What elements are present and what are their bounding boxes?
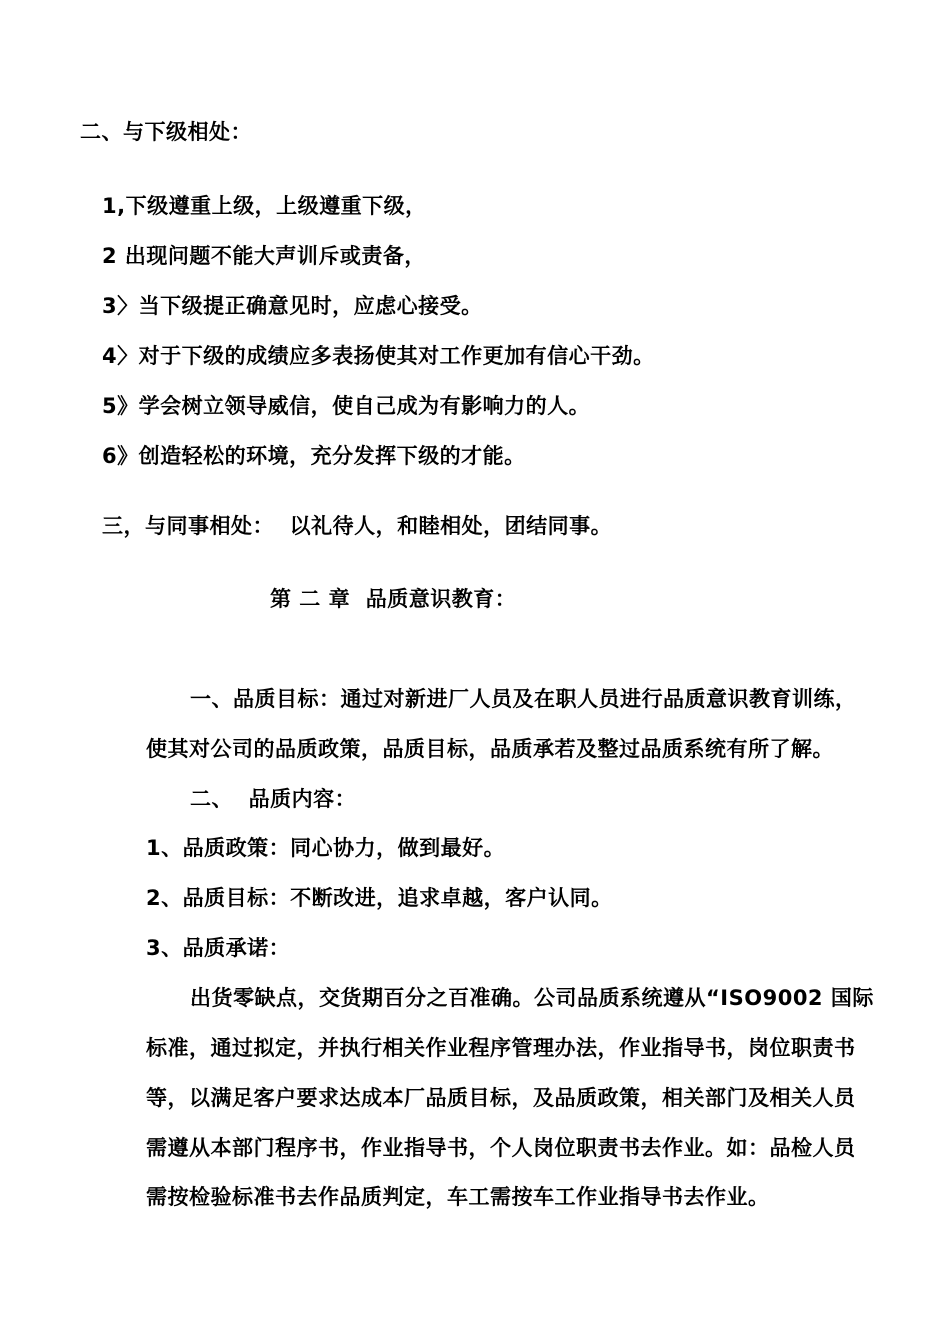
quality-target: 2、品质目标：不断改进，追求卓越，客户认同。 bbox=[146, 886, 613, 910]
paragraph-line: 需遵从本部门程序书，作业指导书，个人岗位职责书去作业。如：品检人员 bbox=[146, 1136, 856, 1160]
quality-content-heading: 二、 品质内容： bbox=[190, 787, 357, 811]
quality-goal-line: 一、品质目标：通过对新进厂人员及在职人员进行品质意识教育训练， bbox=[190, 687, 857, 711]
list-item: 4〉对于下级的成绩应多表扬使其对工作更加有信心干劲。 bbox=[102, 344, 655, 368]
list-item: 6》创造轻松的环境，充分发挥下级的才能。 bbox=[102, 444, 526, 468]
chapter-title: 第 二 章 品质意识教育： bbox=[270, 587, 517, 611]
paragraph-line: 等，以满足客户要求达成本厂品质目标，及品质政策，相关部门及相关人员 bbox=[146, 1086, 856, 1110]
list-item: 2 出现问题不能大声训斥或责备， bbox=[102, 244, 426, 268]
paragraph-line: 出货零缺点，交货期百分之百准确。公司品质系统遵从“ISO9002 国际 bbox=[190, 986, 874, 1010]
paragraph-line: 需按检验标准书去作品质判定，车工需按车工作业指导书去作业。 bbox=[146, 1185, 770, 1209]
section-heading-subordinates: 二、与下级相处： bbox=[80, 120, 252, 144]
quality-policy: 1、品质政策：同心协力，做到最好。 bbox=[146, 836, 506, 860]
list-item: 5》学会树立领导威信，使自己成为有影响力的人。 bbox=[102, 394, 591, 418]
list-item: 3〉当下级提正确意见时，应虑心接受。 bbox=[102, 294, 483, 318]
paragraph-line: 标准，通过拟定，并执行相关作业程序管理办法，作业指导书，岗位职责书 bbox=[146, 1036, 856, 1060]
quality-commitment-heading: 3、品质承诺： bbox=[146, 936, 291, 960]
quality-goal-line: 使其对公司的品质政策，品质目标，品质承若及整过品质系统有所了解。 bbox=[146, 737, 834, 761]
list-item: 1,下级遵重上级，上级遵重下级， bbox=[102, 194, 427, 218]
section-heading-colleagues: 三，与同事相处： 以礼待人，和睦相处，团结同事。 bbox=[102, 514, 613, 538]
